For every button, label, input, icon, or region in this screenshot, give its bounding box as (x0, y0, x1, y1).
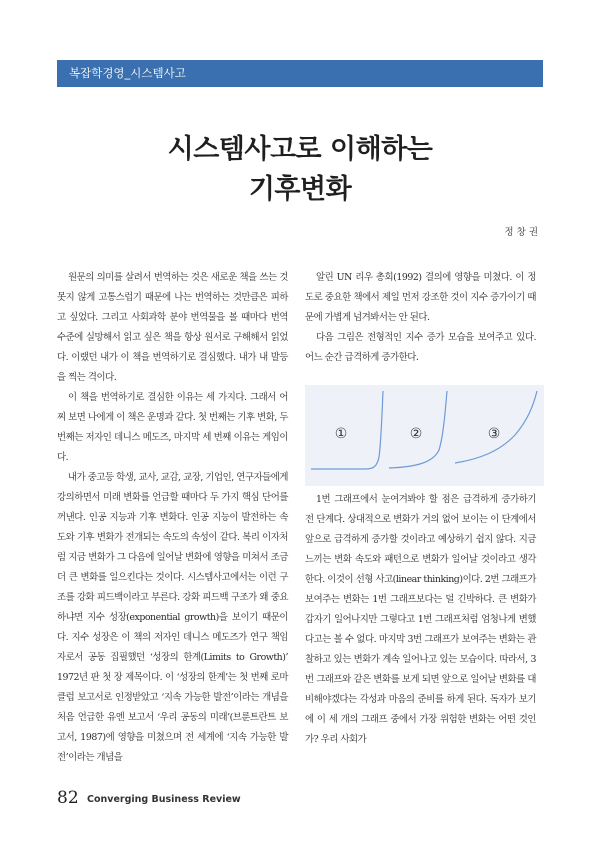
body-paragraph: 원문의 의미를 살려서 번역하는 것은 새로운 책을 쓰는 것 못지 않게 고통스럽기 때문에 나는 번역하는 것만큼은 피하고 싶었다. 그리고 사회과학 분야 번역물을 볼 때마다 번역 수준에 실망해서 읽고 싶은 책을 항상 원서로 구해해서 읽었다. 이랬던 내가 이 책을 번역하기로 결심했다. 내가 내 발등을 찍는 격이다. (57, 272, 288, 383)
body-paragraph: 다음 그림은 전형적인 지수 증가 모습을 보여주고 있다. 어느 순간 급격하게 증가한다. (305, 332, 536, 363)
body-paragraph: 이 책을 번역하기로 결심한 이유는 세 가지다. 그래서 어찌 보면 나에게 이 책은 운명과 같다. 첫 번째는 기후 변화, 두 번째는 저자인 데니스 메도즈, 마지막 세 번째 이유는 게임이다. (57, 392, 288, 463)
article-title-line-1: 시스템사고로 이해하는 (167, 134, 433, 165)
curve-label-2: ② (409, 426, 423, 442)
left-column (57, 268, 288, 768)
body-paragraph: 알린 UN 리우 총회(1992) 결의에 영향을 미쳤다. 이 정도로 중요한 책에서 제일 먼저 강조한 것이 지수 증가이기 때문에 가볍게 넘겨봐서는 안 된다. (305, 272, 536, 323)
right-column (305, 268, 536, 750)
body-paragraph: 내가 중고등 학생, 교사, 교감, 교장, 기업인, 연구자들에게 강의하면서 미래 변화를 언급할 때마다 두 가지 핵심 단어를 꺼낸다. 인공 지능과 기후 변화다. 인공 지능이 발전하는 속도와 기후 변화가 전개되는 속도의 속성이 같다. 복리 이자처럼 지금 변화가 그 다음에 일어날 변화에 영향을 미쳐서 조금 더 큰 변화를 일으킨다는 것이다. 시스템사고에서는 이런 구조를 강화 피드백이라고 부른다. 강화 피드백 구조가 왜 중요하냐면 지수 성장(exponential growth)을 보이기 때문이다. 지수 성장은 이 책의 저자인 데니스 메도즈가 연구 책임자로서 공동 집필했던 ‘성장의 한계(Limits to Growth)’ 1972년 판 첫 장 제목이다. 이 ‘성장의 한계’는 첫 번째 로마클럽 보고서로 인정받았고 ‘지속 가능한 발전’이라는 개념을 처음 언급한 유엔 보고서 ‘우리 공동의 미래’(브룬트란트 보고서, 1987)에 영향을 미쳤으며 전 세계에 ‘지속 가능한 발전’이라는 개념을 (57, 472, 288, 763)
curve-label-1: ① (334, 426, 348, 442)
section-header-bar (57, 60, 543, 87)
curve-label-3: ③ (487, 426, 501, 442)
page-number: 82 (57, 788, 79, 808)
section-label: 복잡학경영_시스템사고 (69, 66, 186, 80)
article-title (57, 130, 543, 210)
author-name: 정 창 권 (504, 227, 538, 238)
body-paragraph: 1번 그래프에서 눈여겨봐야 할 점은 급격하게 증가하기 전 단계다. 상대적으로 변화가 거의 없어 보이는 이 단계에서 앞으로 급격하게 증가할 것이라고 예상하기 쉽지 않다. 지금 느끼는 변화 속도와 패턴으로 변화가 일어날 것이라고 생각한다. 이것이 선형 사고(linear thinking)이다. 2번 그래프가 보여주는 변화는 1번 그래프보다는 덜 긴박하다. 큰 변화가 갑자기 일어나지만 그렇다고 1번 그래프처럼 엄청나게 변했다고는 볼 수 없다. 마지막 3번 그래프가 보여주는 변화는 관찰하고 있는 변화가 계속 일어나고 있는 모습이다. 따라서, 3번 그래프와 같은 변화를 보게 되면 앞으로 일어날 변화를 대비해야겠다는 각성과 마음의 준비를 하게 된다. 독자가 보기에 이 세 개의 그래프 중에서 가장 위험한 변화는 어떤 것인가? 우리 사회가 (305, 494, 536, 745)
article-title-line-2: 기후변화 (248, 174, 352, 205)
exponential-growth-figure (305, 385, 544, 486)
publication-name: Converging Business Review (87, 794, 241, 805)
